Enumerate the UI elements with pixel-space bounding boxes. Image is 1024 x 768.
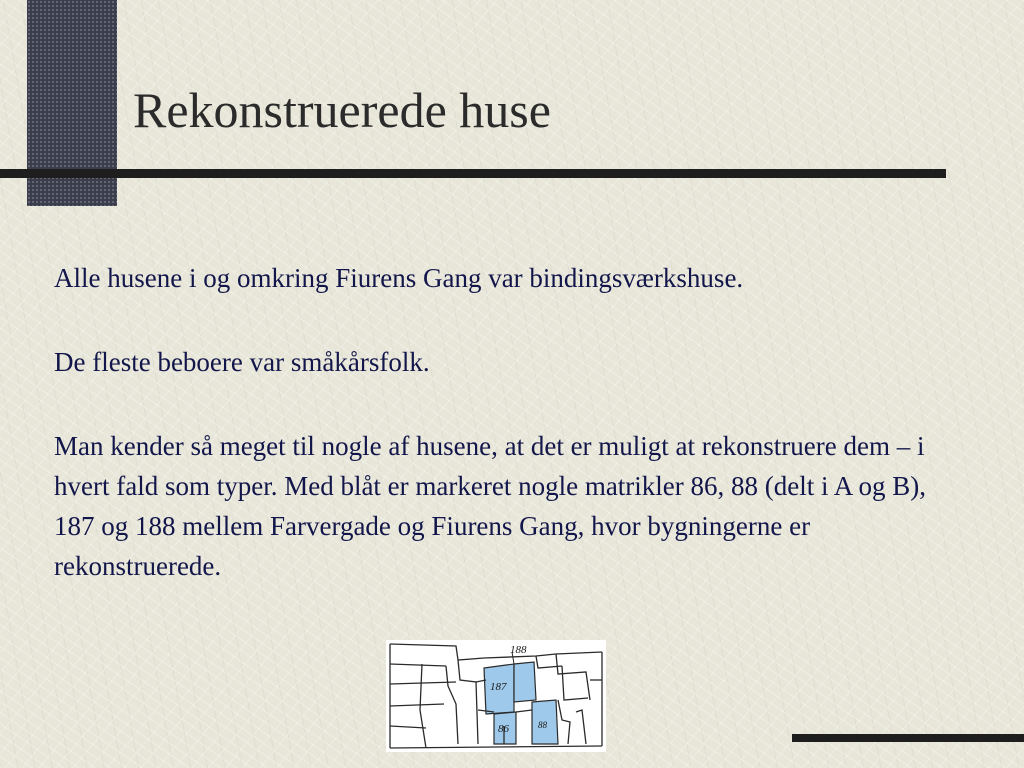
slide-body xyxy=(54,258,954,630)
highlighted-lots xyxy=(484,662,558,744)
paragraph-reconstruction: Man kender så meget til nogle af husene, at det er muligt at rekonstruere dem – i hvert fald som typer. Med blåt er markeret nogle matrikler 86, 88 (delt i A og B), 187 og 188 mellem Farvergade og Fiurens Gang, hvor bygningerne er rekonstruerede. xyxy=(54,431,927,581)
lot-label-86: 86 xyxy=(498,723,509,735)
lot-188-shape xyxy=(514,662,536,702)
cadastral-map-figure xyxy=(386,640,606,752)
lot-label-187: 187 xyxy=(490,681,507,693)
slide-title: Rekonstruerede huse xyxy=(133,82,551,138)
bottom-accent-rule xyxy=(792,734,1024,742)
paragraph-half-timbered: Alle husene i og omkring Fiurens Gang var bindingsværkshuse. xyxy=(54,263,744,293)
lot-label-188: 188 xyxy=(510,644,527,656)
cadastral-map-drawing xyxy=(386,640,606,752)
title-divider-rule xyxy=(0,169,946,178)
paragraph-residents: De fleste beboere var småkårsfolk. xyxy=(54,347,430,377)
lot-label-88: 88 xyxy=(538,720,547,730)
